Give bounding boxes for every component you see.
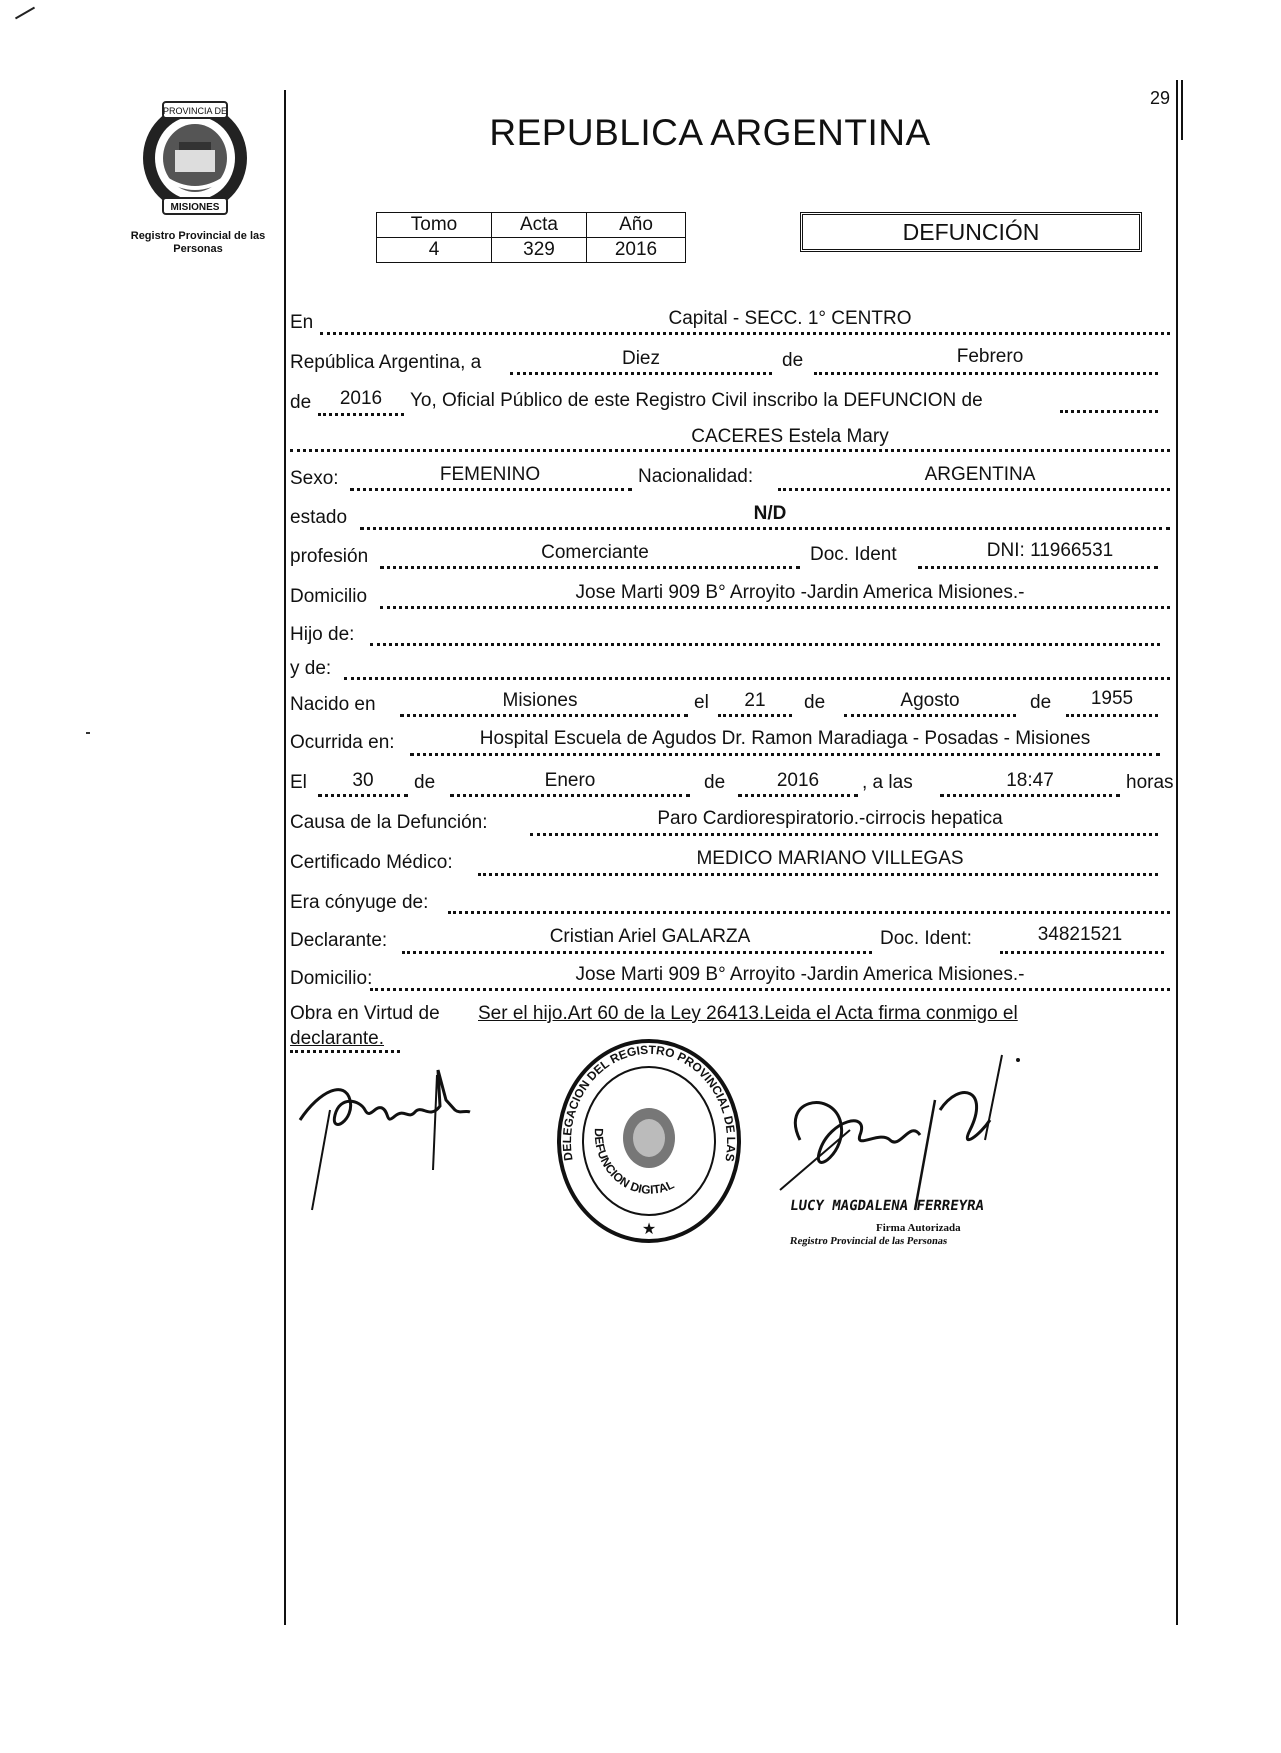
inscribo-line [1060,410,1158,413]
tomo-header: Tomo [377,213,492,238]
ocurrida-line [410,753,1160,756]
declarante-label: Declarante: [290,930,388,951]
certificado-line [478,873,1158,876]
nacido-label: Nacido en [290,694,376,715]
stamp-role: Firma Autorizada [876,1222,961,1234]
sexo-value: FEMENINO [439,464,541,485]
death-year-line [738,794,858,797]
estado-label: estado [290,507,348,528]
doc-ident2-label: Doc. Ident: [880,928,972,949]
causa-line [530,833,1158,836]
nacido-line [400,714,688,717]
yde-line [344,677,1170,680]
birth-month-value: Agosto [900,690,960,711]
de-label-4: de [1030,692,1052,713]
anio-value: 2016 [587,238,686,263]
stray-dot [86,732,90,734]
horas-label: horas [1126,772,1174,793]
day-words-value: Diez [621,348,660,369]
name-line [290,449,1170,452]
en-line [320,332,1170,335]
profesion-label: profesión [290,546,369,567]
domicilio-line [380,606,1170,609]
el2-label: El [290,772,307,793]
nacionalidad-value: ARGENTINA [924,464,1036,485]
svg-text:PROVINCIA DE: PROVINCIA DE [162,106,228,116]
inscribo-text: Yo, Oficial Público de este Registro Civil inscribo la DEFUNCION de [410,390,983,411]
profesion-value: Comerciante [541,542,649,563]
svg-text:DEFUNCION DIGITAL: DEFUNCION DIGITAL [591,1128,677,1197]
de-label-3: de [804,692,826,713]
record-table-header-row [377,213,686,238]
doc-ident-value: DNI: 11966531 [986,540,1114,561]
en-value: Capital - SECC. 1° CENTRO [668,308,912,329]
causa-label: Causa de la Defunción: [290,812,488,833]
right-margin-tick [1181,80,1183,140]
de-label-6: de [704,772,726,793]
sexo-label: Sexo: [290,468,339,489]
year-value: 2016 [339,388,383,409]
death-year-value: 2016 [776,770,820,791]
birth-month-line [844,714,1016,717]
el-label: el [694,692,709,713]
record-table-value-row [377,238,686,263]
birth-day-value: 21 [744,690,766,711]
doc-ident-label: Doc. Ident [810,544,897,565]
page-title: REPUBLICA ARGENTINA [489,112,931,153]
act-type-label: DEFUNCIÓN [902,219,1040,245]
doc-ident-line [918,566,1158,569]
conyuge-label: Era cónyuge de: [290,892,429,913]
death-time-line [940,794,1120,797]
doc-ident2-value: 34821521 [1037,924,1123,945]
acta-header: Acta [492,213,587,238]
causa-value: Paro Cardiorespiratorio.-cirrocis hepatica [657,808,1003,829]
death-day-line [318,794,408,797]
profesion-line [380,566,800,569]
birth-day-line [718,714,792,717]
death-month-line [450,794,690,797]
declarante-line [402,951,872,954]
certificado-label: Certificado Médico: [290,852,453,873]
de-label-2: de [290,392,312,413]
death-day-value: 30 [352,770,374,791]
svg-text:★: ★ [641,1221,657,1238]
de-label-1: de [782,350,804,371]
conyuge-line [448,911,1170,914]
domicilio-value: Jose Marti 909 B° Arroyito -Jardin America Misiones.- [575,582,1025,603]
hijo-line [370,643,1160,646]
record-table [376,212,686,263]
domicilio2-label: Domicilio: [290,968,373,989]
certificado-value: MEDICO MARIANO VILLEGAS [696,848,964,869]
declarante-signature [290,1050,480,1220]
svg-text:DELEGACION DEL REGISTRO PROVIN: DELEGACION DEL REGISTRO PROVINCIAL DE LAS [559,1042,739,1163]
ocurrida-value: Hospital Escuela de Agudos Dr. Ramon Maradiaga - Posadas - Misiones [479,728,1091,749]
day-line [510,372,772,375]
authorized-stamp [790,1198,1050,1247]
official-seal [554,1036,744,1246]
month-line [814,372,1158,375]
nacionalidad-line [778,488,1170,491]
right-margin-line [1176,80,1178,1625]
nacido-value: Misiones [502,690,578,711]
month-value: Febrero [956,346,1024,367]
en-label: En [290,312,314,333]
estado-line [360,527,1170,530]
doc-ident2-line [1000,951,1164,954]
de-label-5: de [414,772,436,793]
birth-year-value: 1955 [1090,688,1134,709]
anio-header: Año [587,213,686,238]
alas-label: , a las [862,772,913,793]
year-line [318,413,404,416]
stamp-name: LUCY MAGDALENA FERREYRA [788,1198,985,1214]
declarante-value: Cristian Ariel GALARZA [549,926,751,947]
act-type-box [800,212,1142,252]
sexo-line [350,488,632,491]
deceased-name: CACERES Estela Mary [691,426,889,447]
estado-value: N/D [753,503,787,524]
stray-mark [15,7,35,20]
domicilio-label: Domicilio [290,586,368,607]
obra-label: Obra en Virtud de [290,1003,440,1024]
domicilio2-value: Jose Marti 909 B° Arroyito -Jardin America Misiones.- [575,964,1025,985]
left-margin-line [284,90,286,1625]
tomo-value: 4 [377,238,492,263]
acta-value: 329 [492,238,587,263]
stamp-office: Registro Provincial de las Personas [789,1236,948,1247]
obra-value: Ser el hijo.Art 60 de la Ley 26413.Leida el Acta firma conmigo el [478,1003,1018,1024]
svg-text:MISIONES: MISIONES [170,202,220,213]
obra-value-2: declarante. [290,1028,385,1049]
domicilio2-line [370,988,1170,991]
nacionalidad-label: Nacionalidad: [638,466,754,487]
hijo-label: Hijo de: [290,624,355,645]
province-logo [135,100,255,220]
death-time-value: 18:47 [1006,770,1054,791]
yde-label: y de: [290,658,332,679]
logo-caption: Registro Provincial de las Personas [130,230,266,255]
ocurrida-label: Ocurrida en: [290,732,395,753]
page-number: 29 [1150,88,1171,108]
republica-label: República Argentina, a [290,352,482,373]
birth-year-line [1066,714,1158,717]
death-month-value: Enero [544,770,596,791]
